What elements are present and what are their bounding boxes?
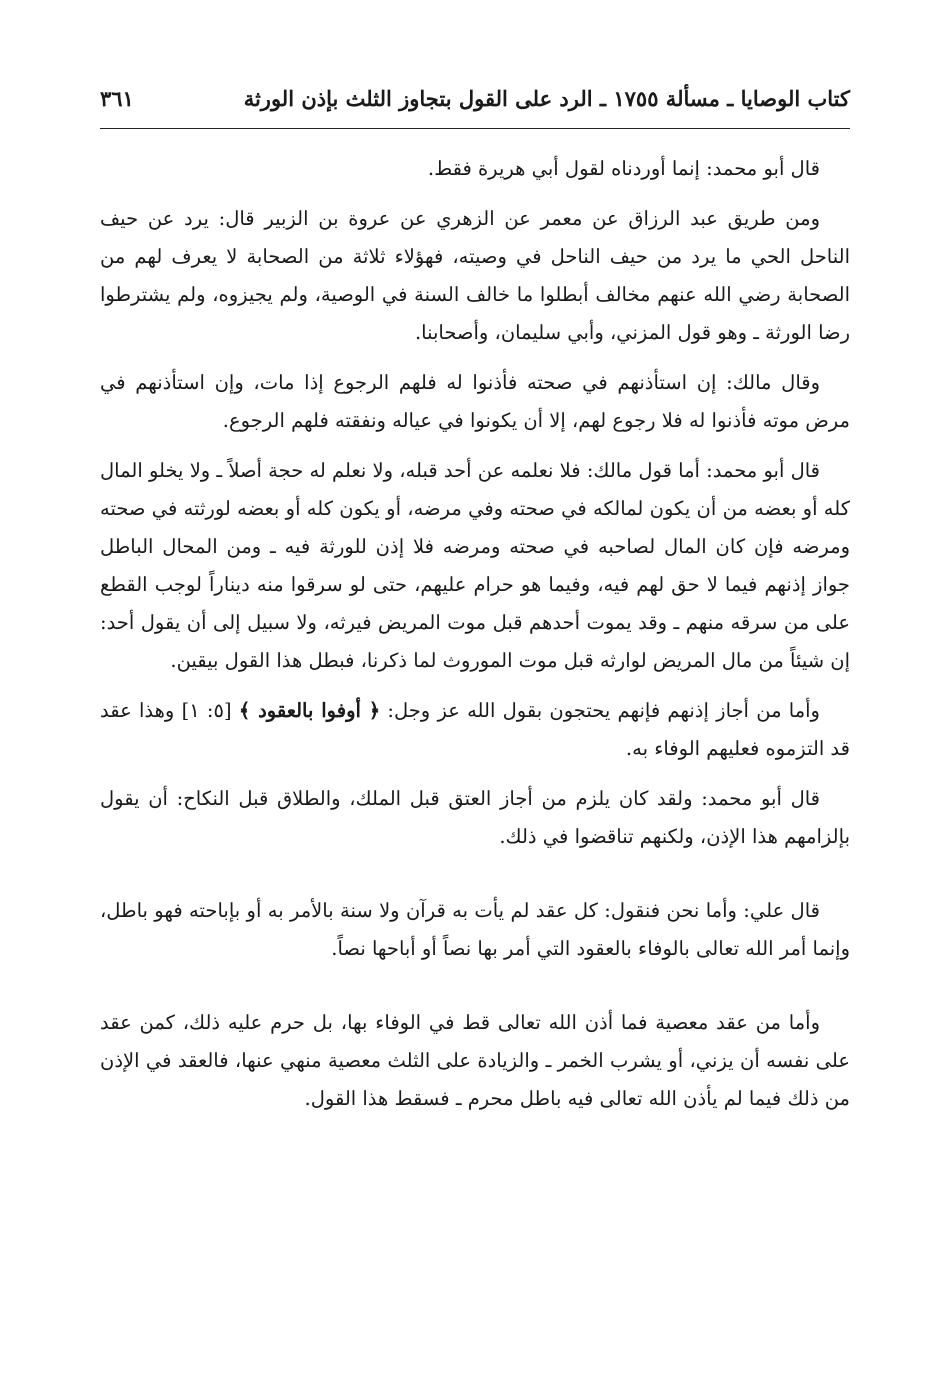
quran-verse: ﴿ أوفوا بالعقود ﴾ (238, 699, 381, 722)
page-body (100, 150, 850, 1130)
chapter-title: كتاب الوصايا ـ مسألة ١٧٥٥ ـ الرد على القول بتجاوز الثلث بإذن الورثة (243, 86, 850, 111)
paragraph-2: ومن طريق عبد الرزاق عن معمر عن الزهري عن عروة بن الزبير قال: يرد عن حيف الناحل الحي ما يرد من حيف الناحل في وصيته، فهؤلاء ثلاثة من الصحابة لا يعرف لهم من الصحابة رضي الله عنهم مخالف أبطلوا ما خالف السنة في الوصية، ولم يجيزوه، ولم يشترطوا رضا الورثة ـ وهو قول المزني، وأبي سليمان، وأصحابنا. (100, 207, 850, 344)
paragraph-6: قال علي: وأما نحن فنقول: كل عقد لم يأت به قرآن ولا سنة بالأمر به أو بإباحته فهو باطل، وإنما أمر الله تعالى بالوفاء بالعقود التي أمر بها نصاً أو أباحها نصاً. (100, 899, 850, 960)
page-number: ٣٦١ (100, 86, 134, 111)
quran-citation: [٥: ١] وهذا عقد قد التزموه فعليهم الوفاء به. (100, 699, 850, 760)
paragraph-1: قال أبو محمد: إنما أوردناه لقول أبي هريرة فقط. (427, 157, 820, 180)
paragraph-7: وأما من عقد معصية فما أذن الله تعالى قط في الوفاء بها، بل حرم عليه ذلك، كمن عقد على نفسه أن يزني، أو يشرب الخمر ـ والزيادة على الثلث معصية منهي عنها، فالعقد في الإذن من ذلك فيما لم يأذن الله تعالى فيه باطل محرم ـ فسقط هذا القول. (100, 1011, 850, 1110)
running-header (100, 80, 850, 129)
paragraph-3: وقال مالك: إن استأذنهم في صحته فأذنوا له فلهم الرجوع إذا مات، وإن استأذنهم في مرض موته فأذنوا له فلا رجوع لهم، إلا أن يكونوا في عياله ونفقته فلهم الرجوع. (100, 371, 850, 432)
quran-intro: وأما من أجاز إذنهم فإنهم يحتجون بقول الله عز وجل: (380, 699, 820, 722)
paragraph-5: قال أبو محمد: ولقد كان يلزم من أجاز العتق قبل الملك، والطلاق قبل النكاح: أن يقول بإلزامهم هذا الإذن، ولكنهم تناقضوا في ذلك. (100, 787, 850, 848)
paragraph-quran (100, 692, 850, 768)
paragraph-4: قال أبو محمد: أما قول مالك: فلا نعلمه عن أحد قبله، ولا نعلم له حجة أصلاً ـ ولا يخلو المال كله أو بعضه من أن يكون لمالكه في صحته وفي مرضه، أو يكون كله أو بعضه لورثته في صحته ومرضه فإن كان المال لصاحبه في صحته ومرضه فلا إذن للورثة فيه ـ ومن المحال الباطل جواز إذنهم فيما لا حق لهم فيه، وفيما هو حرام عليهم، حتى لو سرقوا منه ديناراً لوجب القطع على من سرقه منهم ـ وقد يموت أحدهم قبل موت المريض فيرثه، ولا سبيل إلى أن يقول أحد: إن شيئاً من مال المريض لوارثه قبل موت الموروث لما ذكرنا، فبطل هذا القول بيقين. (100, 459, 850, 672)
